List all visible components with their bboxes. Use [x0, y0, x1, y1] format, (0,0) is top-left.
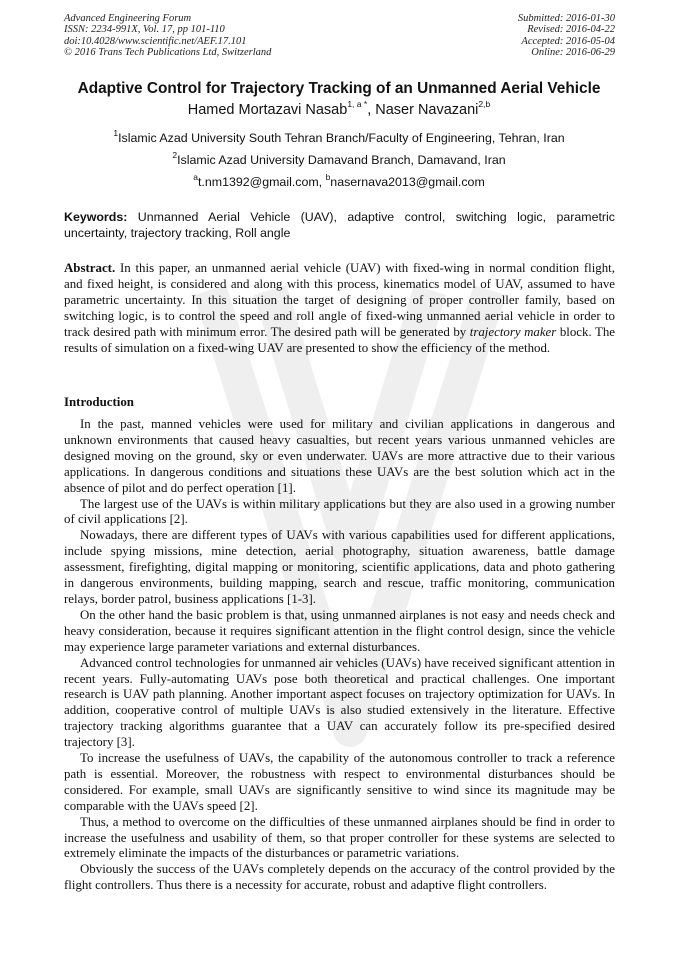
paper-title: Adaptive Control for Trajectory Tracking of an Unmanned Aerial Vehicle: [77, 80, 601, 97]
keywords-text: Unmanned Aerial Vehicle (UAV), adaptive control, switching logic, parametric uncertainty, trajectory tracking, Roll angle: [64, 210, 615, 240]
journal-info: [64, 13, 271, 58]
email-b[interactable]: nasernava2013@gmail.com: [330, 175, 485, 189]
revised-date: Revised: 2016-04-22: [527, 24, 615, 36]
intro-paragraph-6: To increase the usefulness of UAVs, the capability of the autonomous controller to track a reference path is essential. Moreover, the robustness with respect to environmental disturbances should be considered. For example, small UAVs are significantly sensitive to wind since its magnitude may be comparable with the UAVs speed [2].: [64, 751, 615, 813]
author-1-marks: 1, a *: [347, 99, 368, 110]
email-a-mark: a: [193, 171, 198, 182]
email-b-mark: b: [325, 171, 331, 182]
author-2: Naser Navazani: [375, 102, 479, 118]
author-emails: [0, 171, 678, 189]
affiliation-1-number: 1: [113, 127, 119, 138]
abstract-block: [64, 261, 615, 356]
abstract-text-1: In this paper, an unmanned aerial vehicle (UAV) with fixed-wing in normal condition flight, and fixed height, is considered and along with this process, kinematics model of UAV, assumed to have parametric uncertainty. In this situation the target of designing of proper controller family, based on switching logic, is to control the speed and roll angle of fixed-wing unmanned aerial vehicle in order to track desired path with minimum error. The desired path will be generated by: [64, 261, 615, 339]
introduction-body: [64, 417, 615, 894]
journal-name: Advanced Engineering Forum: [64, 13, 192, 24]
keywords-label: Keywords:: [64, 210, 128, 224]
intro-paragraph-7: Thus, a method to overcome on the difficulties of these unmanned airplanes should be find in order to increase the usefulness and usability of them, so that proper controller for these systems are selected to extremely eliminate the impacts of the disturbances or parametric variations.: [64, 814, 615, 861]
journal-issn: ISSN: 2234-991X, Vol. 17, pp 101-110: [64, 24, 225, 36]
intro-paragraph-2: The largest use of the UAVs is within military applications but they are also used in a growing number of civil applications [2].: [64, 496, 615, 527]
affiliation-2-number: 2: [172, 149, 178, 160]
section-heading-introduction: Introduction: [64, 395, 134, 409]
affiliation-2-text: Islamic Azad University Damavand Branch, Damavand, Iran: [177, 153, 506, 167]
submission-dates: [518, 13, 615, 58]
author-line: [0, 99, 678, 118]
email-a[interactable]: t.nm1392@gmail.com,: [197, 175, 326, 189]
intro-paragraph-5: Advanced control technologies for unmanned air vehicles (UAVs) have received significant attention in recent years. Fully-automating UAVs pose both theoretical and practical challenges. One important research is UAV path planning. Another important aspect focuses on trajectory optimization for UAVs. In addition, cooperative control of multiple UAVs is also studied extensively in the literature. Effective trajectory tracking algorithms guarantee that a UAV can accurately follow its pre-specified desired trajectory [3].: [64, 655, 615, 750]
intro-paragraph-8: Obviously the success of the UAVs completely depends on the accuracy of the control provided by the flight controllers. Thus there is a necessity for accurate, robust and adaptive flight controllers.: [64, 862, 615, 893]
intro-paragraph-3: Nowadays, there are different types of UAVs with various capabilities used for different applications, include spying missions, mine detection, aerial photography, situation awareness, battle damage assessment, firefighting, digital mapping or monitoring, scientific applications, data and photo gathering in dangerous environments, building mapping, search and rescue, traffic monitoring, communication relays, border patrol, business applications [1-3].: [64, 528, 615, 606]
keywords-block: [64, 209, 615, 241]
submitted-date: Submitted: 2016-01-30: [517, 13, 615, 24]
author-1: Hamed Mortazavi Nasab: [187, 102, 348, 118]
affiliation-2: [0, 149, 678, 167]
affiliation-1-text: Islamic Azad University South Tehran Branch/Faculty of Engineering, Tehran, Iran: [118, 131, 565, 145]
abstract-text-2: block. The results of simulation on a fixed-wing UAV are presented to show the efficiency of the method.: [64, 324, 615, 355]
abstract-italic-term: trajectory maker: [469, 324, 557, 339]
journal-copyright: © 2016 Trans Tech Publications Ltd, Switzerland: [64, 46, 272, 58]
online-date: Online: 2016-06-29: [531, 46, 615, 58]
affiliation-1: [0, 127, 678, 145]
author-separator: ,: [367, 102, 376, 118]
intro-paragraph-1: In the past, manned vehicles were used for military and civilian applications in dangerous and unknown environments that caused heavy casualties, but recent years various unmanned vehicles are designed moving on the ground, sky or even underwater. UAVs are more attractive due to their various applications. In dangerous conditions and situations these UAVs are the best solution which act in the absence of pilot and do perfect operation [1].: [64, 417, 615, 495]
journal-doi: doi:10.4028/www.scientific.net/AEF.17.101: [64, 35, 247, 47]
abstract-label: Abstract.: [64, 261, 116, 275]
intro-paragraph-4: On the other hand the basic problem is that, using unmanned airplanes is not easy and needs check and heavy consideration, because it requires significant attention in the flight control design, since the vehicle may experience large parameter variations and external disturbances.: [64, 607, 615, 654]
accepted-date: Accepted: 2016-05-04: [521, 35, 615, 47]
author-2-marks: 2,b: [478, 99, 491, 110]
